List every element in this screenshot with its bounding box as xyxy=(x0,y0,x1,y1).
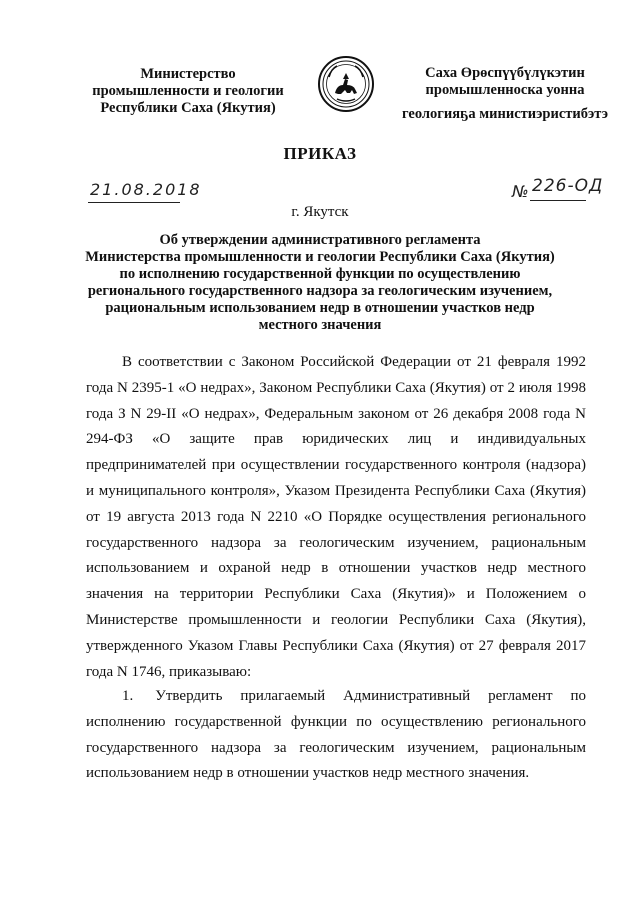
subject-line: рациональным использованием недр в отношении участков недр xyxy=(105,300,535,316)
order-number-label: № xyxy=(512,182,529,201)
republic-emblem-icon xyxy=(317,55,375,113)
order-number: 226-ОД xyxy=(532,176,604,196)
document-type: ПРИКАЗ xyxy=(283,144,357,163)
number-underline xyxy=(530,200,586,201)
subject-line: регионального государственного надзора за геологическим изучением, xyxy=(87,283,553,299)
subject-line: Об утверждении административного регламента xyxy=(159,232,481,248)
item-text: Утвердить прилагаемый Административный регламент по исполнению государственной функции по осуществлению регионального государственного надзора за геологическим изучением, рациональным использованием недр в отношении участков недр местного значения. xyxy=(86,688,586,782)
order-subject xyxy=(80,232,560,334)
subject-line: по исполнению государственной функции по осуществлению xyxy=(119,266,521,282)
ministry-name-line: геологияҕа министиэристибэтэ xyxy=(401,106,608,122)
city: г. Якутск xyxy=(291,204,349,220)
ministry-name-line: Министерство xyxy=(140,66,236,82)
order-item xyxy=(86,684,586,787)
subject-line: местного значения xyxy=(258,317,382,333)
subject-line: Министерства промышленности и геологии Республики Саха (Якутия) xyxy=(85,249,555,265)
ministry-name-line: промышленности и геологии xyxy=(92,83,284,99)
ministry-name-yakut xyxy=(398,65,612,123)
ministry-name-line: промышленноска уонна xyxy=(425,82,585,98)
ministry-name-russian xyxy=(88,66,288,117)
item-number: 1. xyxy=(122,688,134,704)
preamble-paragraph: В соответствии с Законом Российской Федерации от 21 февраля 1992 года N 2395-1 «О недрах», Законом Республики Саха (Якутия) от 2 июля 1998 года З N 29-II «О недрах», Федеральным законом от 26 декабря 2008 года N 294-ФЗ «О защите прав юридических лиц и индивидуальных предпринимателей при осуществлении государственного контроля (надзора) и муниципального контроля», Указом Президента Республики Саха (Якутия) от 19 августа 2013 года N 2210 «О Порядке осуществления регионального государственного надзора за геологическим изучением, рациональным использованием и охраной недр в отношении участков недр местного значения на территории Республики Саха (Якутия)» и Положением о Министерстве промышленности и геологии Республики Саха (Якутия), утвержденного Указом Главы Республики Саха (Якутия) от 27 февраля 2017 года N 1746, приказываю: xyxy=(86,354,586,680)
date-underline xyxy=(88,202,180,203)
ministry-name-line: Саха Өрөспүүбүлүкэтин xyxy=(425,65,585,81)
ministry-name-line: Республики Саха (Якутия) xyxy=(100,100,276,116)
order-date: 21.08.2018 xyxy=(90,180,202,199)
